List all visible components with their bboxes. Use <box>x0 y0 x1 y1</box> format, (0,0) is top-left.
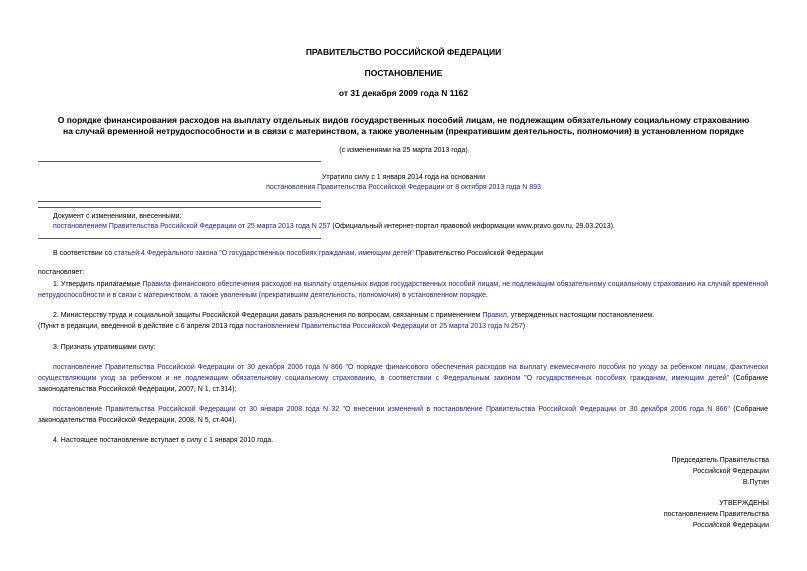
item-1-pre: 1. Утвердить прилагаемые <box>53 281 143 288</box>
amended-line <box>53 221 768 232</box>
item-3b-link[interactable]: постановление Правительства Российской Федерации от 30 января 2008 года N 32 "О внесении изменений в постановление Правительства Российской Федерации от 30 декабря 2006 года N 866" <box>53 406 730 413</box>
signature-title: Председатель Правительства <box>671 457 769 464</box>
amended-label: Документ с изменениями, внесенными: <box>53 213 182 220</box>
expired-link-wrap <box>0 184 807 191</box>
signature-name: В.Путин <box>742 479 769 486</box>
decree-word: постановляет: <box>38 269 85 276</box>
item-2-note-pre: (Пункт в редакции, введенной в действие с 6 апреля 2013 года <box>38 323 246 330</box>
item-2-post: , утвержденных настоящим постановлением. <box>506 312 655 319</box>
item-3b-post: (Собрание законодательства Российской Федерации, 2008, N 5, ст.404). <box>38 406 768 424</box>
divider <box>38 201 321 202</box>
preamble-pre: В соответствии со <box>53 250 115 257</box>
item-3a <box>38 362 768 395</box>
item-3a-link[interactable]: постановление Правительства Российской Федерации от 30 декабря 2006 года N 866 "О порядке финансового обеспечения расходов на выплату ежемесячного пособия по уходу за ребенком лицам, фактически осуществляющим уход за ребенком и не подлежащим обязательному социальному страхованию, в соответствии с Федеральным законом "О государственных пособиях гражданам, имеющим детей" <box>38 364 768 382</box>
item-2-note-post: ) <box>522 323 526 330</box>
item-1-link[interactable]: Правила финансового обеспечения расходов на выплату отдельных видов государственных пособий лицам, не подлежащим обязательному социальному страхованию на случай временной нетрудоспособности и в связи с материнством, а также уволенным (прекратившим деятельность, полномочия) в установленном порядке <box>38 281 768 299</box>
approved-by: постановлением Правительства <box>663 511 769 518</box>
item-3b <box>38 404 768 426</box>
expired-text: Утратило силу с 1 января 2014 года на основании <box>321 174 486 181</box>
item-2 <box>38 310 768 321</box>
signature-org: Российской Федерации <box>692 468 769 475</box>
doc-title-line2: на случай временной нетрудоспособности и в связи с материнством, а также уволенным (прекратившим деятельность, полномочия) в установленном порядке <box>62 126 745 136</box>
item-1 <box>38 279 768 301</box>
item-3: 3. Признать утратившими силу: <box>53 344 156 351</box>
item-3a-post: (Собрание законодательства Российской Федерации, 2007, N 1, ст.314); <box>38 375 768 393</box>
item-1-post: . <box>485 292 488 299</box>
doc-title-line1: О порядке финансирования расходов на выплату отдельных видов государственных пособий лицам, не подлежащим обязательному социальному страхованию <box>57 115 750 125</box>
amended-tail: (Официальный интернет-портал правовой информации www.pravo.gov.ru, 29.03.2013). <box>330 223 615 230</box>
doc-type: ПОСТАНОВЛЕНИЕ <box>364 68 443 78</box>
item-4: 4. Настоящее постановление вступает в силу с 1 января 2010 года. <box>53 437 274 444</box>
divider <box>38 238 321 239</box>
item-2-link[interactable]: Правил <box>482 312 507 319</box>
expired-link[interactable]: постановления Правительства Российской Федерации от 8 октября 2013 года N 893 <box>266 184 541 191</box>
preamble-post: Правительство Российской Федерации <box>413 250 543 257</box>
item-2-note <box>38 321 768 332</box>
doc-date: от 31 декабря 2009 года N 1162 <box>338 88 469 98</box>
signature-block <box>672 455 769 488</box>
amended-link[interactable]: постановлением Правительства Российской Федерации от 25 марта 2013 года N 257 <box>53 223 331 230</box>
item-2-note-link[interactable]: постановлением Правительства Российской Федерации от 25 марта 2013 года N 257 <box>245 323 523 330</box>
divider <box>38 161 321 162</box>
preamble-link[interactable]: статьей 4 Федерального закона "О государственных пособиях гражданам, имеющим детей" <box>114 250 414 257</box>
gov-name: ПРАВИТЕЛЬСТВО РОССИЙСКОЙ ФЕДЕРАЦИИ <box>305 47 502 57</box>
preamble <box>53 248 768 259</box>
approved-title: УТВЕРЖДЕНЫ <box>719 500 769 507</box>
approved-block <box>664 498 769 531</box>
divider <box>38 207 321 208</box>
item-2-pre: 2. Министерству труда и социальной защиты Российской Федерации давать разъяснения по вопросам, связанным с применением <box>53 312 483 319</box>
changes-note: (с изменениями на 25 марта 2013 года) <box>339 147 468 154</box>
approved-org: Российской Федерации <box>692 522 769 529</box>
